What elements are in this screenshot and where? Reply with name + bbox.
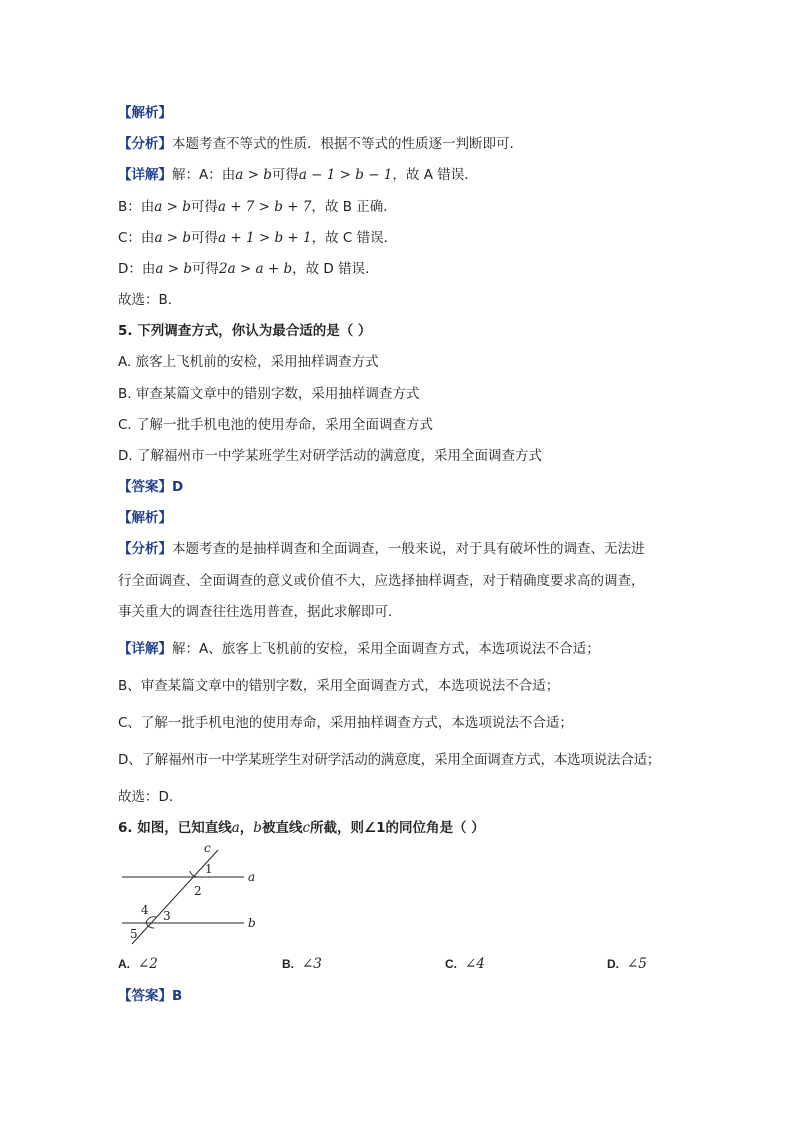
question-6-title: 6. 如图，已知直线a，b被直线c所截，则∠1的同位角是（ ） bbox=[118, 820, 485, 836]
detail-q5-1: 【详解】解：A、旅客上飞机前的安检，采用全面调查方式，本选项说法不合适； bbox=[118, 641, 600, 657]
label-c: c bbox=[204, 841, 211, 855]
label-angle-5: 5 bbox=[130, 927, 138, 941]
label-a: a bbox=[248, 870, 256, 884]
q5-option-d: D. 了解福州市一中学某班学生对研学活动的满意度，采用全面调查方式 bbox=[118, 448, 542, 464]
choose-q5: 故选：D． bbox=[118, 789, 183, 805]
detail-q5-4: D、了解福州市一中学某班学生对研学活动的满意度，采用全面调查方式，本选项说法合适； bbox=[118, 752, 661, 768]
analysis-q5-1: 【分析】本题考查的是抽样调查和全面调查，一般来说，对于具有破坏性的调查、无法进 bbox=[118, 541, 645, 557]
label-b: b bbox=[248, 916, 256, 930]
detail-q5-2: B、审查某篇文章中的错别字数，采用全面调查方式，本选项说法不合适； bbox=[118, 678, 560, 694]
detail-q4-c: C：由a > b可得a + 1 > b + 1，故 C 错误． bbox=[118, 230, 398, 246]
choose-q4: 故选：B． bbox=[118, 292, 182, 308]
detail-q5-3: C、了解一批手机电池的使用寿命，采用抽样调查方式，本选项说法不合适； bbox=[118, 715, 573, 731]
angle-1-arc bbox=[190, 871, 198, 877]
analysis-q5-2: 行全面调查、全面调查的意义或价值不大，应选择抽样调查，对于精确度要求高的调查， bbox=[118, 573, 645, 589]
analysis-q5-3: 事关重大的调查往往选用普查，据此求解即可． bbox=[118, 604, 402, 620]
label-angle-1: 1 bbox=[205, 862, 213, 876]
label-angle-2: 2 bbox=[194, 884, 202, 898]
analysis-q4: 【分析】本题考查不等式的性质．根据不等式的性质逐一判断即可． bbox=[118, 136, 523, 152]
jiexi-heading-q5: 【解析】 bbox=[118, 510, 172, 526]
q6-option-c: C. ∠4 bbox=[445, 956, 485, 972]
answer-q5: 【答案】D bbox=[118, 479, 184, 495]
q5-option-b: B. 审查某篇文章中的错别字数，采用抽样调查方式 bbox=[118, 386, 420, 402]
q6-options bbox=[118, 956, 678, 976]
q6-option-a: A. ∠2 bbox=[118, 956, 158, 972]
label-angle-3: 3 bbox=[163, 909, 171, 923]
parallel-lines-transversal-figure bbox=[110, 840, 270, 950]
answer-q6: 【答案】B bbox=[118, 988, 183, 1004]
q6-option-d: D. ∠5 bbox=[607, 956, 647, 972]
q5-option-c: C. 了解一批手机电池的使用寿命，采用全面调查方式 bbox=[118, 417, 434, 433]
q5-option-a: A. 旅客上飞机前的安检，采用抽样调查方式 bbox=[118, 354, 379, 370]
detail-q4-b: B：由a > b可得a + 7 > b + 7，故 B 正确． bbox=[118, 199, 397, 215]
detail-q4-d: D：由a > b可得2a > a + b，故 D 错误． bbox=[118, 261, 379, 277]
q6-option-b: B. ∠3 bbox=[282, 956, 322, 972]
label-angle-4: 4 bbox=[141, 903, 149, 917]
jiexi-heading-q4: 【解析】 bbox=[118, 105, 172, 121]
detail-q4-a: 【详解】解：A：由a > b可得a − 1 > b − 1，故 A 错误． bbox=[118, 167, 478, 183]
question-5-title: 5. 下列调查方式，你认为最合适的是（ ） bbox=[118, 323, 372, 339]
